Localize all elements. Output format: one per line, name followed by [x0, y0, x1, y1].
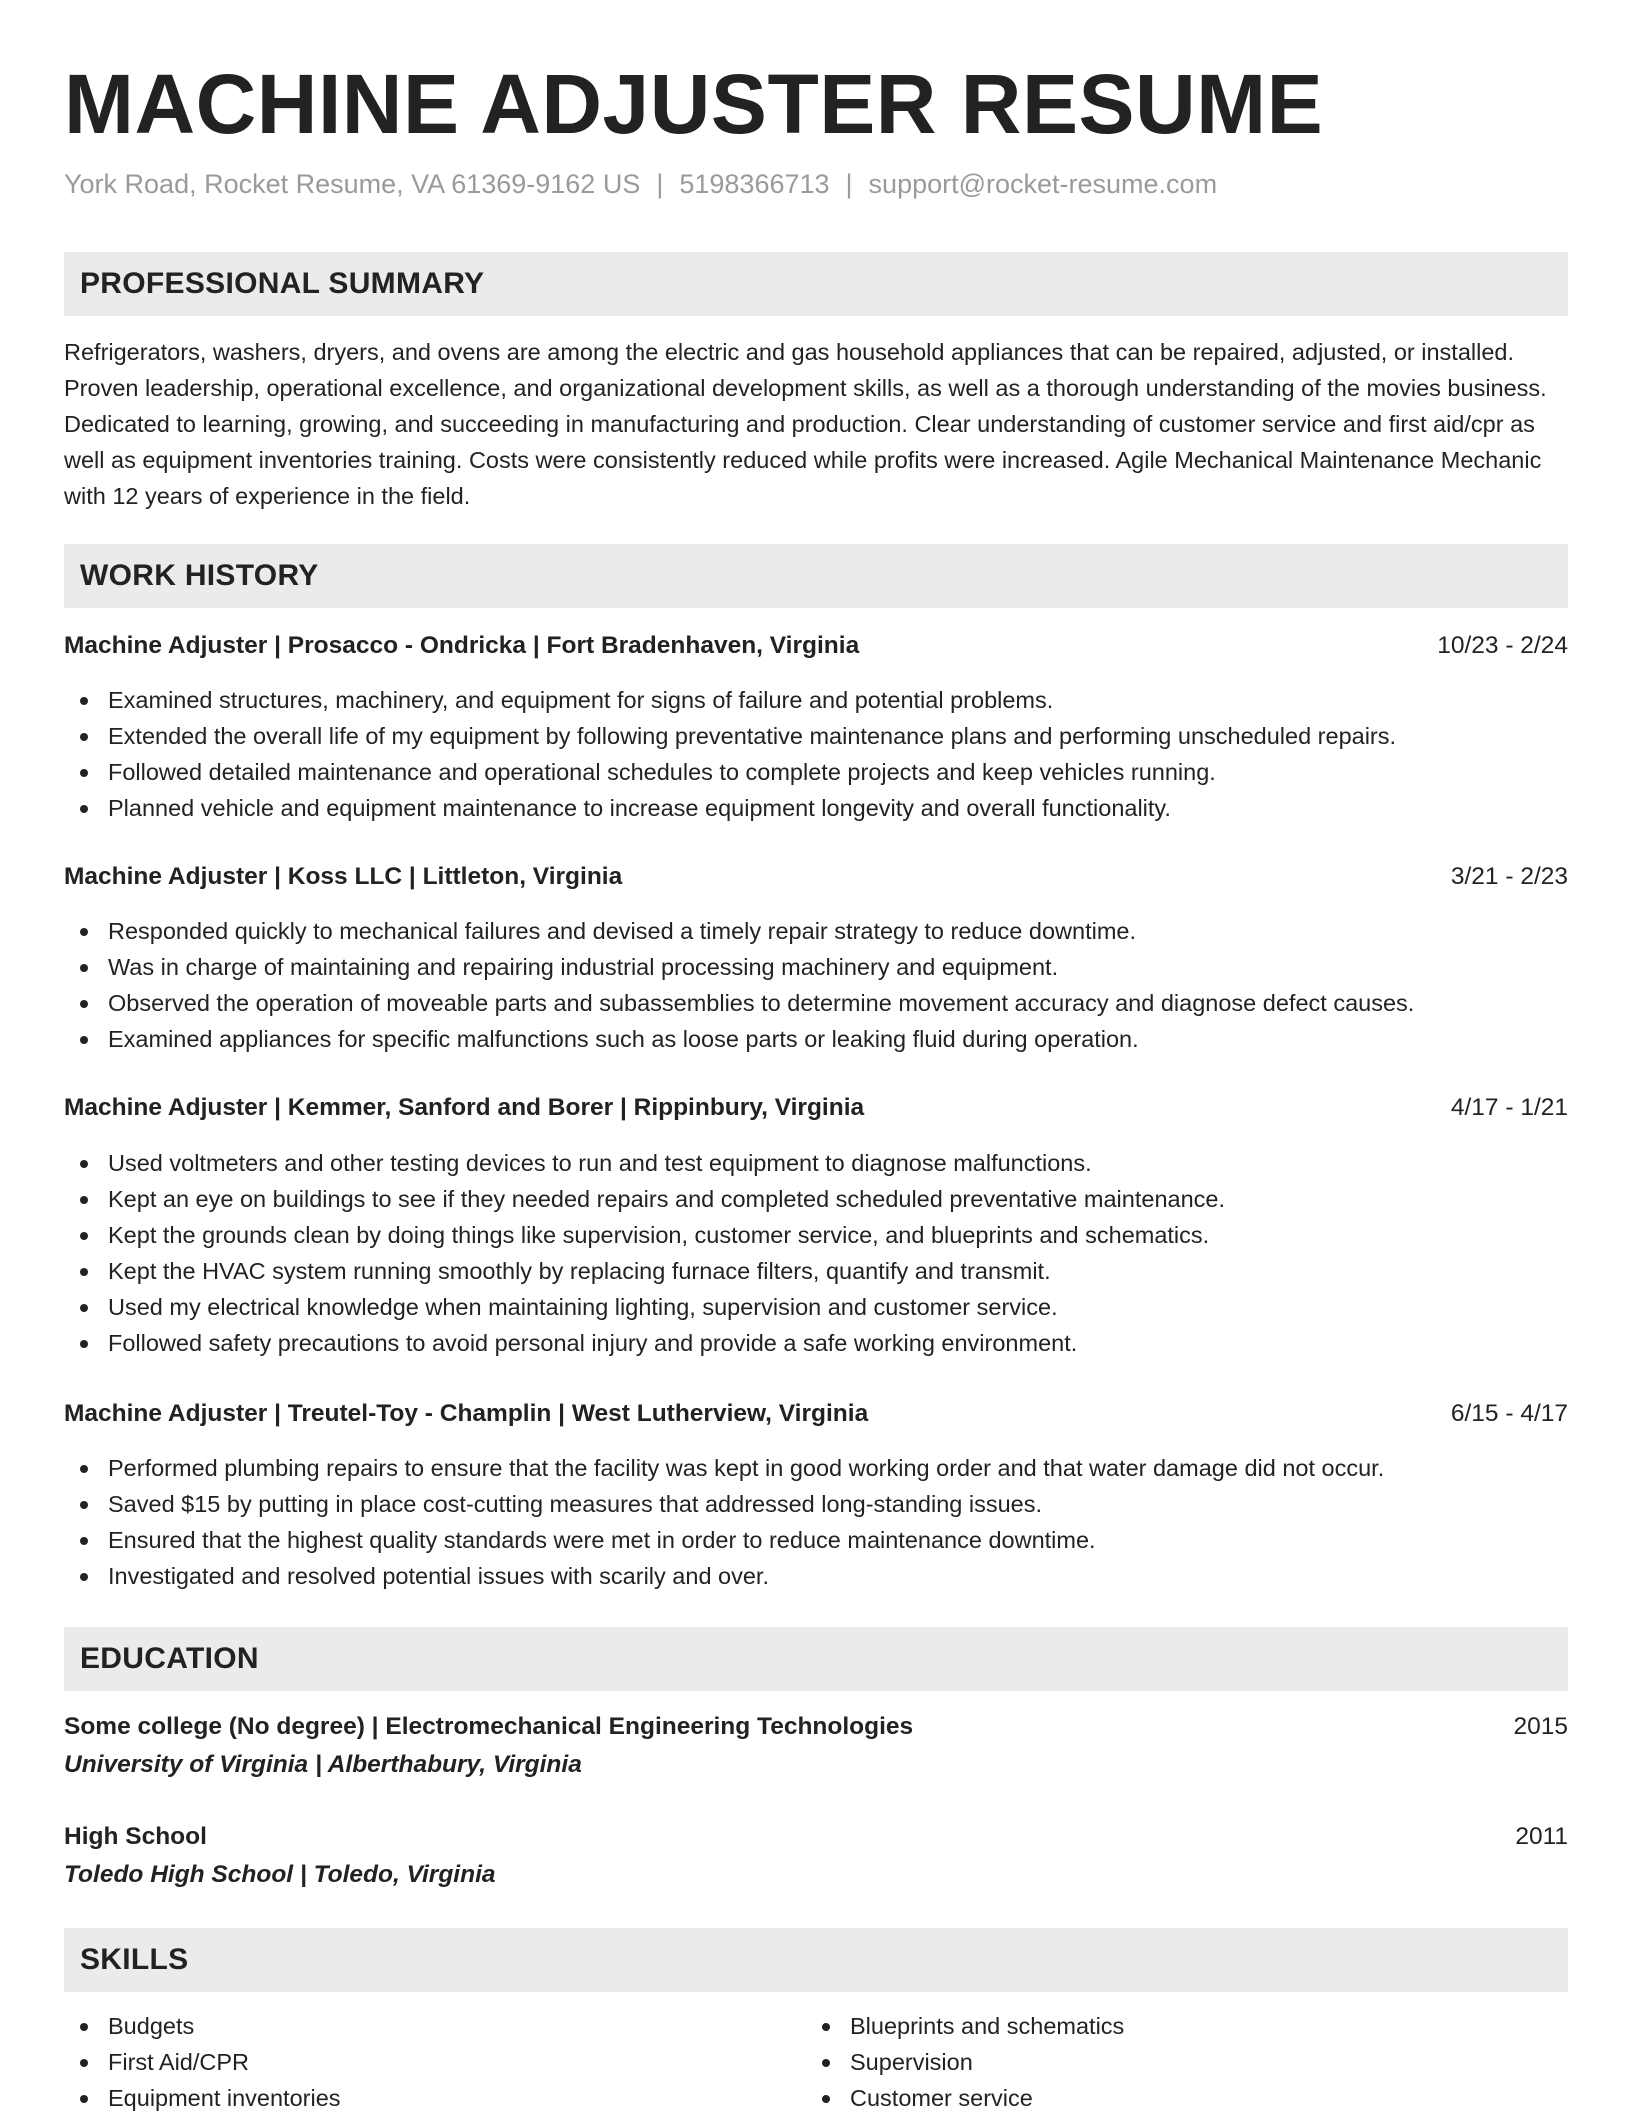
list-item: Customer service — [806, 2080, 1506, 2112]
list-item: Followed safety precautions to avoid personal injury and provide a safe working environment. — [64, 1325, 1568, 1361]
list-item: Saved $15 by putting in place cost-cutting measures that addressed long-standing issues. — [64, 1486, 1568, 1522]
list-item: Budgets — [64, 2008, 764, 2044]
list-item: Kept the HVAC system running smoothly by replacing furnace filters, quantify and transmit. — [64, 1253, 1568, 1289]
job-bullets — [64, 913, 1568, 1057]
job-header — [64, 859, 1568, 895]
education-year: 2015 — [1513, 1713, 1568, 1740]
contact-phone: 5198366713 — [679, 169, 830, 199]
list-item: Supervision — [806, 2044, 1506, 2080]
education-year: 2011 — [1515, 1823, 1568, 1850]
resume-title: MACHINE ADJUSTER RESUME — [64, 57, 1324, 151]
education-degree: Some college (No degree) | Electromechanical Engineering Technologies — [64, 1713, 914, 1740]
job-header — [64, 1090, 1568, 1126]
section-header-work-history: WORK HISTORY — [64, 544, 1568, 608]
job-bullets — [64, 682, 1568, 826]
list-item: Equipment inventories — [64, 2080, 764, 2112]
list-item: Extended the overall life of my equipment by following preventative maintenance plans and performing unscheduled repairs. — [64, 718, 1568, 754]
list-item: Investigated and resolved potential issues with scarily and over. — [64, 1558, 1568, 1594]
job-dates: 10/23 - 2/24 — [1437, 632, 1568, 659]
list-item: Kept the grounds clean by doing things like supervision, customer service, and blueprints and schematics. — [64, 1217, 1568, 1253]
section-header-skills: SKILLS — [64, 1928, 1568, 1992]
contact-separator: | — [656, 169, 664, 199]
contact-separator: | — [845, 169, 853, 199]
skills-list-right — [806, 2008, 1506, 2112]
list-item: Examined structures, machinery, and equipment for signs of failure and potential problems. — [64, 682, 1568, 718]
education-school: Toledo High School | Toledo, Virginia — [64, 1861, 496, 1888]
list-item: Observed the operation of moveable parts and subassemblies to determine movement accuracy and diagnose defect causes. — [64, 985, 1568, 1021]
section-header-education: EDUCATION — [64, 1627, 1568, 1691]
job-title: Machine Adjuster | Treutel-Toy - Champlin | West Lutherview, Virginia — [64, 1400, 869, 1427]
list-item: Followed detailed maintenance and operational schedules to complete projects and keep vehicles running. — [64, 754, 1568, 790]
job-title: Machine Adjuster | Prosacco - Ondricka | Fort Bradenhaven, Virginia — [64, 632, 860, 659]
job-bullets — [64, 1145, 1568, 1361]
education-header — [64, 1709, 1568, 1745]
list-item: Examined appliances for specific malfunctions such as loose parts or leaking fluid during operation. — [64, 1021, 1568, 1057]
job-header — [64, 1396, 1568, 1432]
education-school: University of Virginia | Alberthabury, Virginia — [64, 1751, 582, 1778]
list-item: Performed plumbing repairs to ensure that the facility was kept in good working order and that water damage did not occur. — [64, 1450, 1568, 1486]
list-item: Ensured that the highest quality standards were met in order to reduce maintenance downtime. — [64, 1522, 1568, 1558]
job-dates: 6/15 - 4/17 — [1450, 1400, 1568, 1427]
education-degree: High School — [64, 1823, 207, 1850]
education-header — [64, 1819, 1568, 1855]
list-item: Used my electrical knowledge when maintaining lighting, supervision and customer service. — [64, 1289, 1568, 1325]
job-dates: 3/21 - 2/23 — [1450, 863, 1568, 890]
list-item: Planned vehicle and equipment maintenance to increase equipment longevity and overall functionality. — [64, 790, 1568, 826]
list-item: Kept an eye on buildings to see if they needed repairs and completed scheduled preventative maintenance. — [64, 1181, 1568, 1217]
job-header — [64, 628, 1568, 664]
contact-email: support@rocket-resume.com — [868, 169, 1218, 199]
section-header-summary: PROFESSIONAL SUMMARY — [64, 252, 1568, 316]
list-item: Blueprints and schematics — [806, 2008, 1506, 2044]
list-item: Responded quickly to mechanical failures and devised a timely repair strategy to reduce downtime. — [64, 913, 1568, 949]
skills-list-left — [64, 2008, 764, 2112]
job-bullets — [64, 1450, 1568, 1594]
contact-line — [64, 166, 1217, 202]
resume-page — [64, 0, 1568, 2112]
list-item: Was in charge of maintaining and repairing industrial processing machinery and equipment. — [64, 949, 1568, 985]
job-dates: 4/17 - 1/21 — [1450, 1094, 1568, 1121]
job-title: Machine Adjuster | Koss LLC | Littleton, Virginia — [64, 863, 623, 890]
list-item: Used voltmeters and other testing devices to run and test equipment to diagnose malfunctions. — [64, 1145, 1568, 1181]
summary-text: Refrigerators, washers, dryers, and ovens are among the electric and gas household appliances that can be repaired, adjusted, or installed. Proven leadership, operational excellence, and organizational development skills, as well as a thorough understanding of the movies business. Dedicated to learning, growing, and succeeding in manufacturing and production. Clear understanding of customer service and first aid/cpr as well as equipment inventories training. Costs were consistently reduced while profits were increased. Agile Mechanical Maintenance Mechanic with 12 years of experience in the field. — [64, 339, 1547, 509]
job-title: Machine Adjuster | Kemmer, Sanford and Borer | Rippinbury, Virginia — [64, 1094, 865, 1121]
contact-address: York Road, Rocket Resume, VA 61369-9162 US — [64, 169, 641, 199]
list-item: First Aid/CPR — [64, 2044, 764, 2080]
